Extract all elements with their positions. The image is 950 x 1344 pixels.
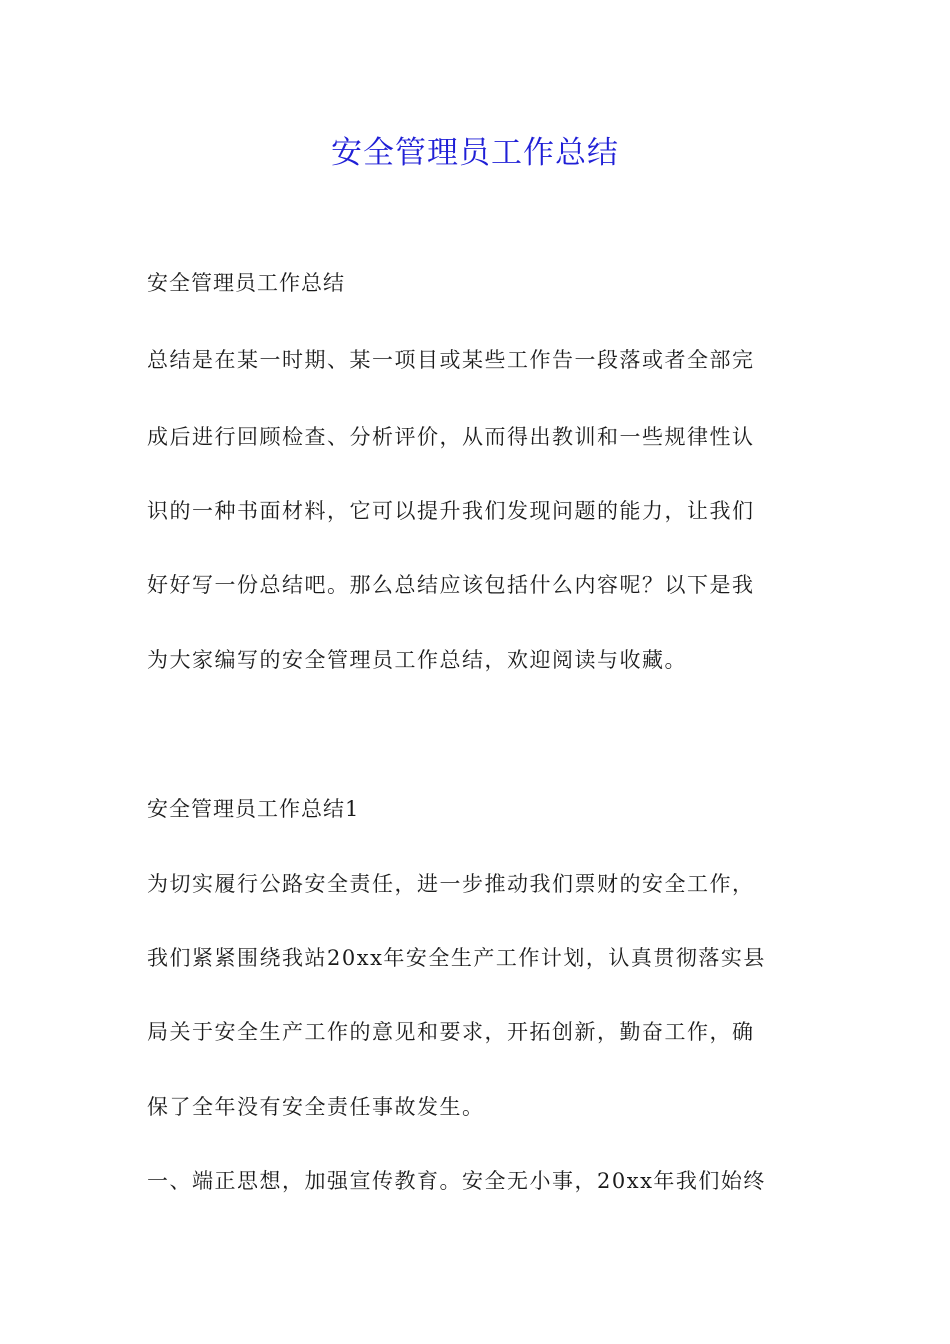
paragraph-line: 为切实履行公路安全责任，进一步推动我们票财的安全工作， xyxy=(147,872,755,896)
paragraph-line: 成后进行回顾检查、分析评价，从而得出教训和一些规律性认 xyxy=(147,425,755,449)
paragraph-line: 为大家编写的安全管理员工作总结，欢迎阅读与收藏。 xyxy=(147,648,687,672)
paragraph-line: 一、端正思想，加强宣传教育。安全无小事，20xx年我们始终 xyxy=(147,1169,766,1193)
paragraph-line: 我们紧紧围绕我站20xx年安全生产工作计划，认真贯彻落实县 xyxy=(147,946,766,970)
intro-heading: 安全管理员工作总结 xyxy=(147,271,345,295)
paragraph-line: 保了全年没有安全责任事故发生。 xyxy=(147,1095,485,1119)
section-heading: 安全管理员工作总结1 xyxy=(147,797,360,821)
paragraph-line: 局关于安全生产工作的意见和要求，开拓创新，勤奋工作，确 xyxy=(147,1020,755,1044)
paragraph-line: 识的一种书面材料，它可以提升我们发现问题的能力，让我们 xyxy=(147,499,755,523)
paragraph-line: 好好写一份总结吧。那么总结应该包括什么内容呢？以下是我 xyxy=(147,573,755,597)
document-title: 安全管理员工作总结 xyxy=(331,135,619,171)
paragraph-line: 总结是在某一时期、某一项目或某些工作告一段落或者全部完 xyxy=(147,348,755,372)
